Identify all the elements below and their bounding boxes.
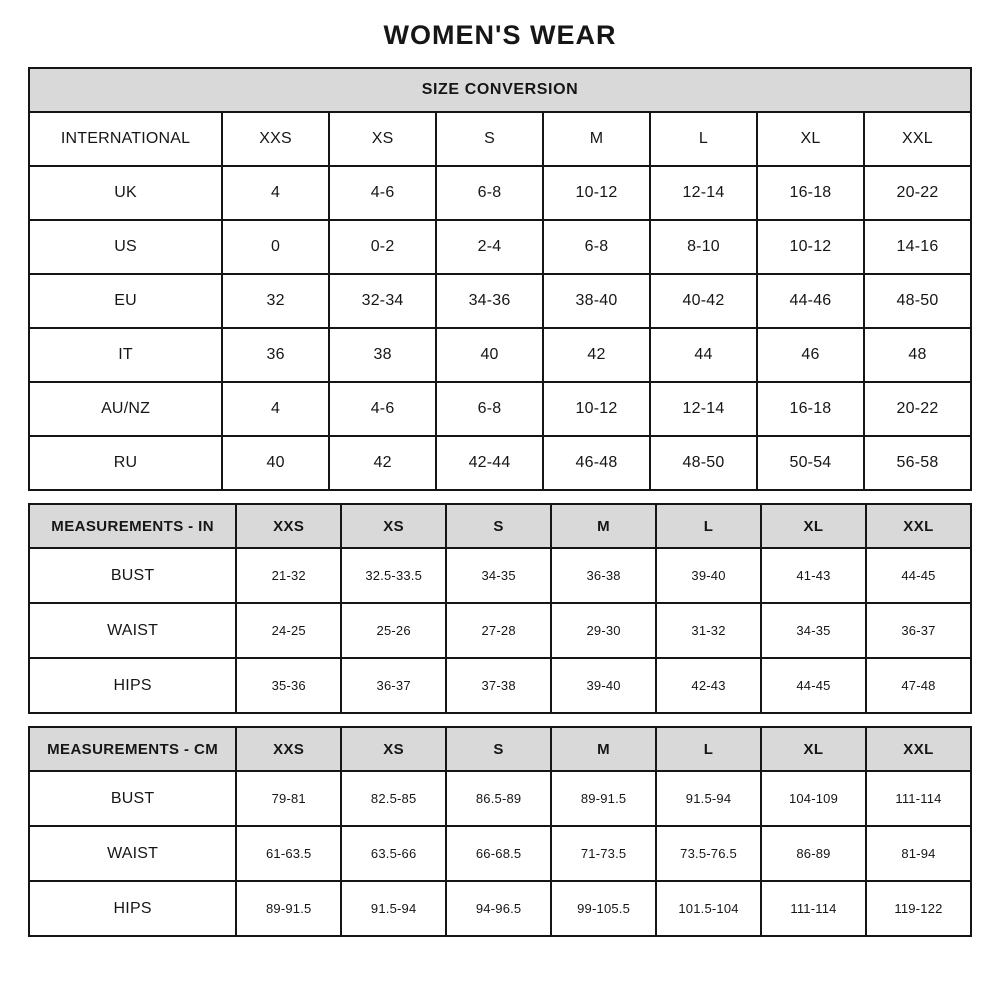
table-row xyxy=(29,771,971,826)
table-row xyxy=(29,826,971,881)
measurement-cell: 73.5-76.5 xyxy=(656,826,761,881)
size-cell: 48 xyxy=(864,328,971,382)
size-cell: 6-8 xyxy=(436,382,543,436)
size-cell: 0 xyxy=(222,220,329,274)
table-row xyxy=(29,328,971,382)
size-cell: XXL xyxy=(864,112,971,166)
size-cell: 10-12 xyxy=(543,166,650,220)
row-label: UK xyxy=(29,166,222,220)
row-label: WAIST xyxy=(29,603,236,658)
size-cell: 12-14 xyxy=(650,166,757,220)
measurement-cell: 36-37 xyxy=(866,603,971,658)
measurement-cell: 89-91.5 xyxy=(551,771,656,826)
size-cell: M xyxy=(543,112,650,166)
column-header: S xyxy=(446,727,551,771)
size-cell: 0-2 xyxy=(329,220,436,274)
table-header-row xyxy=(29,504,971,548)
size-cell: 40 xyxy=(436,328,543,382)
table-row xyxy=(29,658,971,713)
measurement-cell: 44-45 xyxy=(761,658,866,713)
size-cell: 8-10 xyxy=(650,220,757,274)
row-label: IT xyxy=(29,328,222,382)
column-header: L xyxy=(656,727,761,771)
size-cell: 40-42 xyxy=(650,274,757,328)
measurement-cell: 99-105.5 xyxy=(551,881,656,936)
measurement-cell: 27-28 xyxy=(446,603,551,658)
measurement-cell: 41-43 xyxy=(761,548,866,603)
measurements-in-table xyxy=(28,503,972,714)
column-header: M xyxy=(551,504,656,548)
size-cell: 34-36 xyxy=(436,274,543,328)
size-cell: 4-6 xyxy=(329,166,436,220)
measurement-cell: 31-32 xyxy=(656,603,761,658)
size-cell: 42-44 xyxy=(436,436,543,490)
column-header: XXS xyxy=(236,727,341,771)
column-header: XXL xyxy=(866,727,971,771)
size-cell: 40 xyxy=(222,436,329,490)
measurement-cell: 63.5-66 xyxy=(341,826,446,881)
column-header: XXL xyxy=(866,504,971,548)
size-cell: 56-58 xyxy=(864,436,971,490)
size-cell: 46-48 xyxy=(543,436,650,490)
measurement-cell: 104-109 xyxy=(761,771,866,826)
size-cell: 50-54 xyxy=(757,436,864,490)
measurement-cell: 111-114 xyxy=(866,771,971,826)
measurement-cell: 91.5-94 xyxy=(656,771,761,826)
measurement-cell: 39-40 xyxy=(656,548,761,603)
table-banner-row xyxy=(29,68,971,112)
table-row xyxy=(29,881,971,936)
size-cell: 42 xyxy=(329,436,436,490)
column-header: M xyxy=(551,727,656,771)
size-cell: 20-22 xyxy=(864,382,971,436)
column-header: XS xyxy=(341,727,446,771)
size-cell: 44 xyxy=(650,328,757,382)
measurement-cell: 89-91.5 xyxy=(236,881,341,936)
measurement-cell: 61-63.5 xyxy=(236,826,341,881)
measurement-cell: 25-26 xyxy=(341,603,446,658)
size-cell: XXS xyxy=(222,112,329,166)
size-chart-page xyxy=(28,0,972,937)
size-cell: L xyxy=(650,112,757,166)
size-cell: 48-50 xyxy=(650,436,757,490)
size-cell: 48-50 xyxy=(864,274,971,328)
size-cell: 38-40 xyxy=(543,274,650,328)
column-header: XL xyxy=(761,727,866,771)
table-row xyxy=(29,382,971,436)
size-conversion-table xyxy=(28,67,972,491)
size-cell: 16-18 xyxy=(757,382,864,436)
page-title: WOMEN'S WEAR xyxy=(383,20,617,50)
measurement-cell: 36-37 xyxy=(341,658,446,713)
table-row xyxy=(29,112,971,166)
size-cell: 12-14 xyxy=(650,382,757,436)
size-cell: 14-16 xyxy=(864,220,971,274)
column-header: XS xyxy=(341,504,446,548)
table-row xyxy=(29,436,971,490)
size-cell: 32 xyxy=(222,274,329,328)
row-label: INTERNATIONAL xyxy=(29,112,222,166)
measurement-cell: 94-96.5 xyxy=(446,881,551,936)
measurement-cell: 81-94 xyxy=(866,826,971,881)
size-cell: 32-34 xyxy=(329,274,436,328)
size-cell: 42 xyxy=(543,328,650,382)
size-cell: 6-8 xyxy=(543,220,650,274)
measurement-cell: 37-38 xyxy=(446,658,551,713)
size-cell: 46 xyxy=(757,328,864,382)
size-cell: 10-12 xyxy=(757,220,864,274)
measurement-cell: 111-114 xyxy=(761,881,866,936)
size-cell: 20-22 xyxy=(864,166,971,220)
measurement-cell: 42-43 xyxy=(656,658,761,713)
measurement-cell: 86-89 xyxy=(761,826,866,881)
measurement-cell: 39-40 xyxy=(551,658,656,713)
table-row xyxy=(29,274,971,328)
measurement-cell: 47-48 xyxy=(866,658,971,713)
row-label: HIPS xyxy=(29,658,236,713)
table-row xyxy=(29,220,971,274)
measurement-cell: 101.5-104 xyxy=(656,881,761,936)
measurement-cell: 29-30 xyxy=(551,603,656,658)
size-cell: 2-4 xyxy=(436,220,543,274)
size-cell: 38 xyxy=(329,328,436,382)
column-header: L xyxy=(656,504,761,548)
size-cell: XS xyxy=(329,112,436,166)
size-cell: 10-12 xyxy=(543,382,650,436)
measurement-cell: 86.5-89 xyxy=(446,771,551,826)
size-cell: 4-6 xyxy=(329,382,436,436)
row-label: HIPS xyxy=(29,881,236,936)
table-row xyxy=(29,603,971,658)
size-conversion-banner: SIZE CONVERSION xyxy=(29,68,971,112)
size-cell: XL xyxy=(757,112,864,166)
table-header-row xyxy=(29,727,971,771)
size-cell: 4 xyxy=(222,166,329,220)
row-label: EU xyxy=(29,274,222,328)
measurement-cell: 82.5-85 xyxy=(341,771,446,826)
row-label: US xyxy=(29,220,222,274)
column-header: XL xyxy=(761,504,866,548)
size-cell: 16-18 xyxy=(757,166,864,220)
table-title: MEASUREMENTS - CM xyxy=(29,727,236,771)
measurement-cell: 35-36 xyxy=(236,658,341,713)
measurement-cell: 32.5-33.5 xyxy=(341,548,446,603)
table-row xyxy=(29,166,971,220)
size-cell: 4 xyxy=(222,382,329,436)
measurement-cell: 119-122 xyxy=(866,881,971,936)
measurement-cell: 34-35 xyxy=(446,548,551,603)
measurement-cell: 24-25 xyxy=(236,603,341,658)
measurement-cell: 34-35 xyxy=(761,603,866,658)
column-header: XXS xyxy=(236,504,341,548)
table-title: MEASUREMENTS - IN xyxy=(29,504,236,548)
size-cell: S xyxy=(436,112,543,166)
measurements-cm-table xyxy=(28,726,972,937)
row-label: WAIST xyxy=(29,826,236,881)
column-header: S xyxy=(446,504,551,548)
size-cell: 36 xyxy=(222,328,329,382)
size-cell: 6-8 xyxy=(436,166,543,220)
row-label: BUST xyxy=(29,548,236,603)
measurement-cell: 71-73.5 xyxy=(551,826,656,881)
size-cell: 44-46 xyxy=(757,274,864,328)
row-label: RU xyxy=(29,436,222,490)
row-label: BUST xyxy=(29,771,236,826)
measurement-cell: 91.5-94 xyxy=(341,881,446,936)
measurement-cell: 66-68.5 xyxy=(446,826,551,881)
measurement-cell: 36-38 xyxy=(551,548,656,603)
measurement-cell: 79-81 xyxy=(236,771,341,826)
measurement-cell: 21-32 xyxy=(236,548,341,603)
table-row xyxy=(29,548,971,603)
measurement-cell: 44-45 xyxy=(866,548,971,603)
row-label: AU/NZ xyxy=(29,382,222,436)
